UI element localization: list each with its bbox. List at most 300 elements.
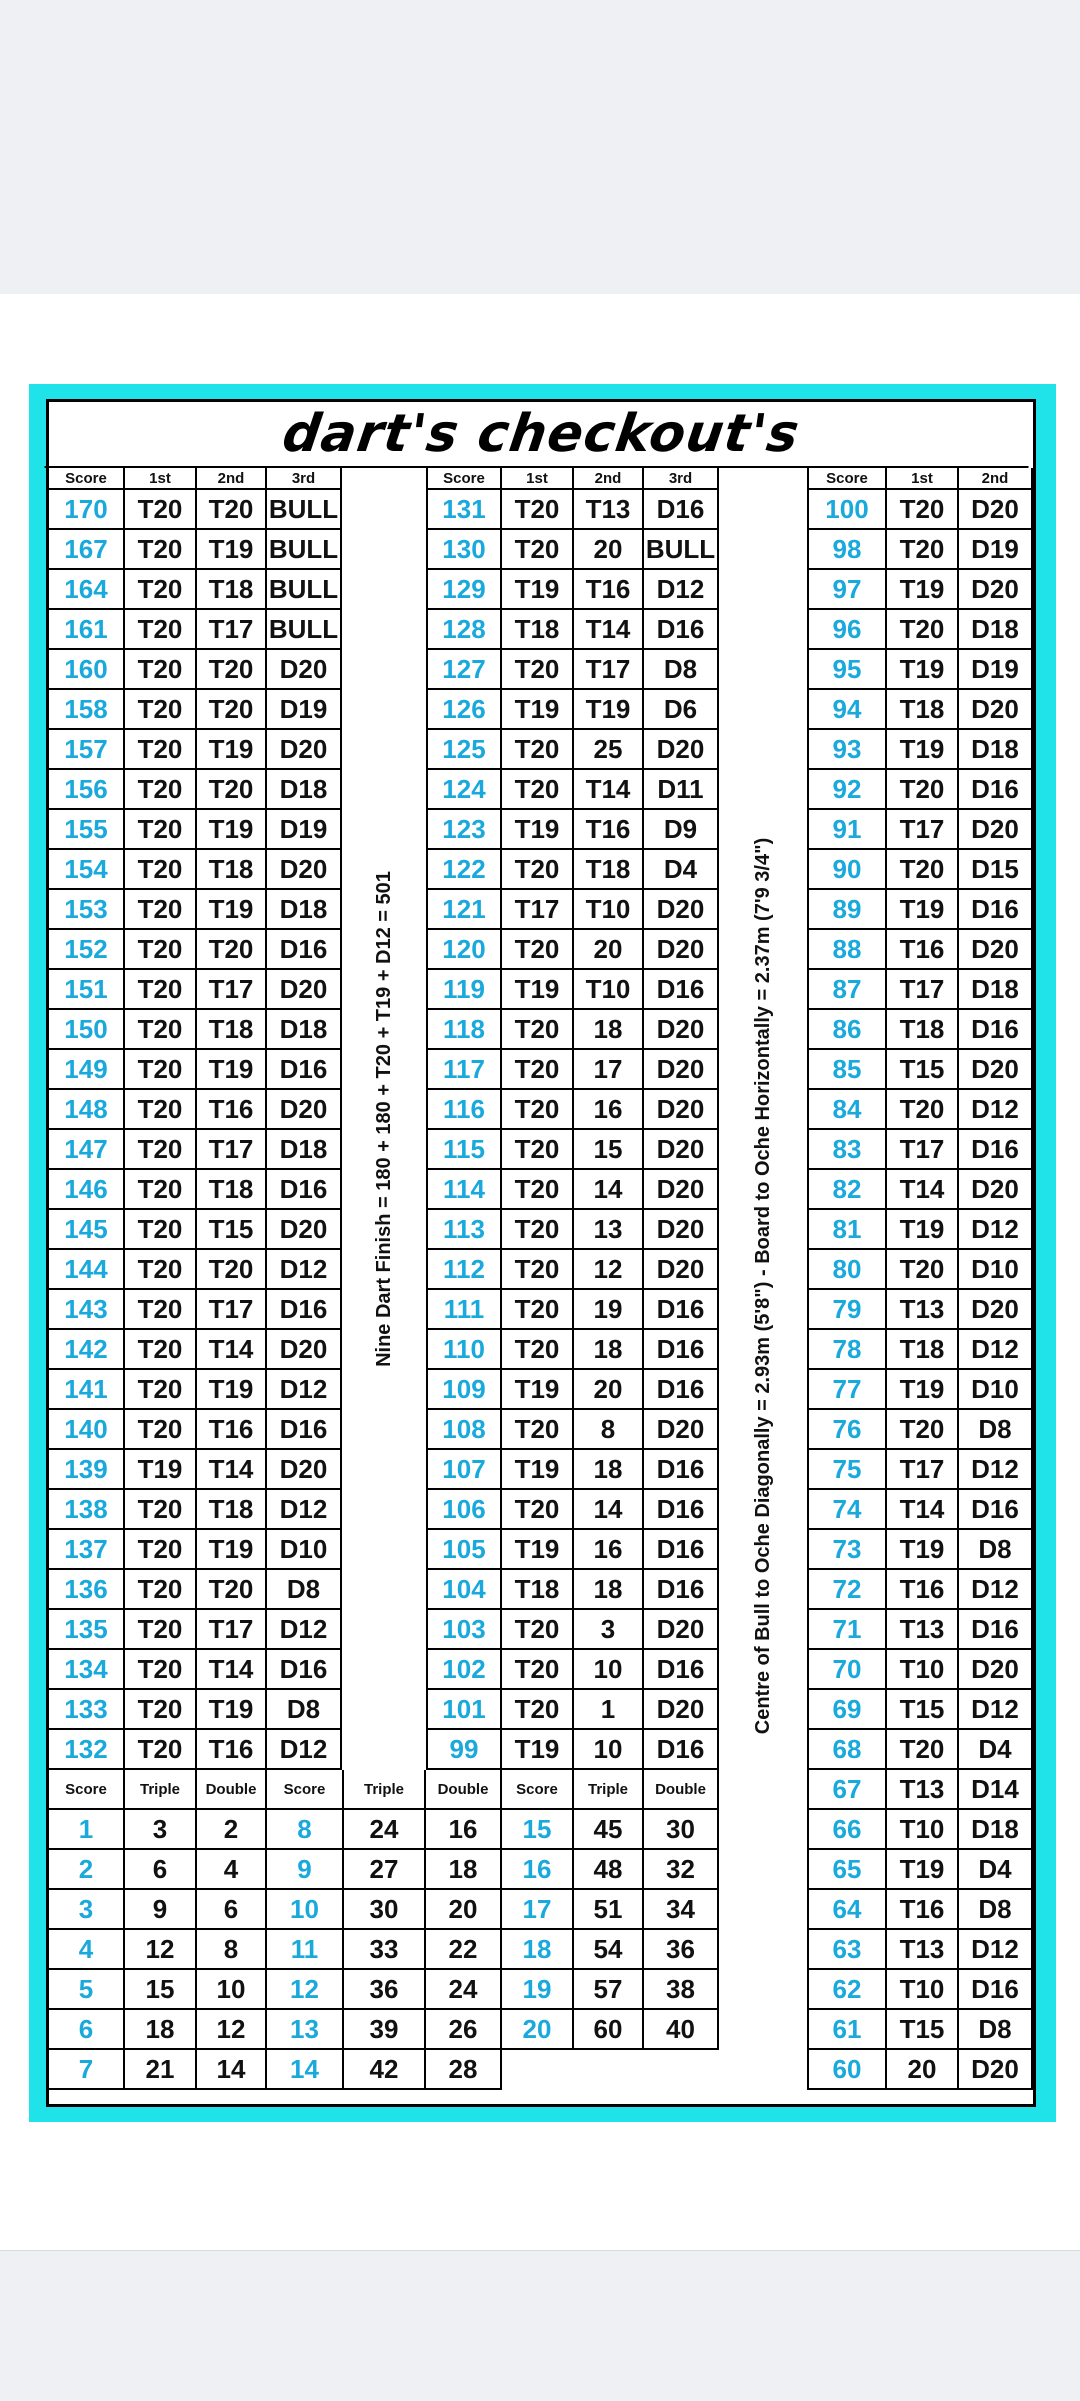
checkout-first-cell: T19 xyxy=(887,890,959,930)
checkout-second-cell: D20 xyxy=(959,1170,1033,1210)
checkout-first-cell: T20 xyxy=(125,810,197,850)
checkout-first-cell: T20 xyxy=(502,1690,574,1730)
checkout-score-cell: 91 xyxy=(807,810,887,850)
checkout-first-cell: T19 xyxy=(502,1450,574,1490)
checkout-second-cell: D20 xyxy=(959,1650,1033,1690)
checkout-score-cell: 138 xyxy=(49,1490,125,1530)
checkout-second-cell: 14 xyxy=(574,1490,644,1530)
header-score: Score xyxy=(426,468,502,490)
checkout-score-cell: 105 xyxy=(426,1530,502,1570)
checkout-score-cell: 92 xyxy=(807,770,887,810)
checkout-first-cell: T20 xyxy=(502,530,574,570)
checkout-second-cell: 16 xyxy=(574,1090,644,1130)
checkout-third-cell: D16 xyxy=(644,1450,719,1490)
checkout-score-cell: 125 xyxy=(426,730,502,770)
checkout-first-cell: T19 xyxy=(887,650,959,690)
multiplier-score-cell: 9 xyxy=(267,1850,344,1890)
checkout-second-cell: 19 xyxy=(574,1290,644,1330)
checkout-score-cell: 94 xyxy=(807,690,887,730)
checkout-score-cell: 151 xyxy=(49,970,125,1010)
checkout-score-cell: 132 xyxy=(49,1730,125,1770)
checkout-first-cell: T19 xyxy=(502,1370,574,1410)
multiplier-score-cell: 18 xyxy=(502,1930,574,1970)
checkout-third-cell: D16 xyxy=(267,1650,342,1690)
checkout-second-cell: D12 xyxy=(959,1690,1033,1730)
double-value-cell: 8 xyxy=(197,1930,267,1970)
checkout-first-cell: T16 xyxy=(887,930,959,970)
checkout-first-cell: T20 xyxy=(887,770,959,810)
checkout-score-cell: 123 xyxy=(426,810,502,850)
checkout-first-cell: T20 xyxy=(125,650,197,690)
double-value-cell: 12 xyxy=(197,2010,267,2050)
checkout-first-cell: T20 xyxy=(125,1530,197,1570)
checkout-first-cell: T20 xyxy=(502,770,574,810)
checkout-third-cell: D20 xyxy=(644,930,719,970)
checkout-score-cell: 134 xyxy=(49,1650,125,1690)
checkout-second-cell: D10 xyxy=(959,1370,1033,1410)
checkout-first-cell: T20 xyxy=(125,1210,197,1250)
checkout-score-cell: 110 xyxy=(426,1330,502,1370)
checkout-third-cell: D16 xyxy=(267,1170,342,1210)
checkout-third-cell: D9 xyxy=(644,810,719,850)
double-value-cell: 4 xyxy=(197,1850,267,1890)
checkout-second-cell: T10 xyxy=(574,890,644,930)
checkout-first-cell: T20 xyxy=(502,490,574,530)
checkout-second-cell: D12 xyxy=(959,1090,1033,1130)
checkout-first-cell: T13 xyxy=(887,1930,959,1970)
checkout-third-cell: D19 xyxy=(267,810,342,850)
triple-value-cell: 48 xyxy=(574,1850,644,1890)
checkout-first-cell: T20 xyxy=(887,1250,959,1290)
multiplier-score-cell: 14 xyxy=(267,2050,344,2090)
checkout-score-cell: 79 xyxy=(807,1290,887,1330)
checkout-second-cell: D16 xyxy=(959,1010,1033,1050)
checkout-third-cell: D18 xyxy=(267,1010,342,1050)
checkout-first-cell: T20 xyxy=(125,970,197,1010)
checkout-score-cell: 137 xyxy=(49,1530,125,1570)
double-value-cell: 32 xyxy=(644,1850,719,1890)
multiplier-score-cell: 10 xyxy=(267,1890,344,1930)
checkout-second-cell: D20 xyxy=(959,490,1033,530)
checkout-first-cell: T19 xyxy=(887,730,959,770)
multiplier-score-cell: 19 xyxy=(502,1970,574,2010)
checkout-third-cell: D19 xyxy=(267,690,342,730)
checkout-score-cell: 119 xyxy=(426,970,502,1010)
checkout-first-cell: T20 xyxy=(125,570,197,610)
checkout-second-cell: D19 xyxy=(959,650,1033,690)
header-score: Score xyxy=(807,468,887,490)
checkout-second-cell: D16 xyxy=(959,770,1033,810)
checkout-second-cell: T17 xyxy=(197,610,267,650)
double-value-cell: 40 xyxy=(644,2010,719,2050)
checkout-third-cell: D16 xyxy=(267,1290,342,1330)
header-double: Double xyxy=(426,1770,502,1810)
checkout-second-cell: D8 xyxy=(959,1530,1033,1570)
header-score: Score xyxy=(49,1770,125,1810)
checkout-third-cell: D16 xyxy=(644,610,719,650)
checkout-score-cell: 141 xyxy=(49,1370,125,1410)
checkout-score-cell: 85 xyxy=(807,1050,887,1090)
multiplier-score-cell: 8 xyxy=(267,1810,344,1850)
checkout-second-cell: 14 xyxy=(574,1170,644,1210)
checkout-score-cell: 155 xyxy=(49,810,125,850)
checkout-second-cell: T18 xyxy=(574,850,644,890)
checkout-second-cell: T18 xyxy=(197,570,267,610)
checkout-second-cell: 16 xyxy=(574,1530,644,1570)
checkout-score-cell: 143 xyxy=(49,1290,125,1330)
checkout-second-cell: T18 xyxy=(197,1010,267,1050)
checkout-second-cell: D18 xyxy=(959,610,1033,650)
checkout-score-cell: 72 xyxy=(807,1570,887,1610)
checkout-first-cell: T20 xyxy=(502,1290,574,1330)
checkout-second-cell: T19 xyxy=(197,890,267,930)
multiplier-score-cell: 6 xyxy=(49,2010,125,2050)
checkout-score-cell: 167 xyxy=(49,530,125,570)
double-value-cell: 24 xyxy=(426,1970,502,2010)
header-1st: 1st xyxy=(502,468,574,490)
checkout-first-cell: T20 xyxy=(502,930,574,970)
checkout-second-cell: T17 xyxy=(574,650,644,690)
checkout-third-cell: D20 xyxy=(644,1090,719,1130)
checkout-score-cell: 102 xyxy=(426,1650,502,1690)
triple-value-cell: 6 xyxy=(125,1850,197,1890)
triple-value-cell: 39 xyxy=(344,2010,426,2050)
checkout-first-cell: T20 xyxy=(125,890,197,930)
checkout-third-cell: D16 xyxy=(267,1050,342,1090)
checkout-first-cell: T18 xyxy=(887,1330,959,1370)
checkout-score-cell: 73 xyxy=(807,1530,887,1570)
double-value-cell: 16 xyxy=(426,1810,502,1850)
checkout-third-cell: D20 xyxy=(644,1130,719,1170)
checkout-third-cell: D16 xyxy=(644,1290,719,1330)
checkout-score-cell: 164 xyxy=(49,570,125,610)
checkout-first-cell: T10 xyxy=(887,1810,959,1850)
checkout-second-cell: 18 xyxy=(574,1330,644,1370)
triple-value-cell: 24 xyxy=(344,1810,426,1850)
checkout-third-cell: D11 xyxy=(644,770,719,810)
checkout-second-cell: D20 xyxy=(959,810,1033,850)
checkout-second-cell: T18 xyxy=(197,1490,267,1530)
checkout-second-cell: 20 xyxy=(574,530,644,570)
checkout-score-cell: 70 xyxy=(807,1650,887,1690)
header-3rd: 3rd xyxy=(644,468,719,490)
checkout-second-cell: T16 xyxy=(197,1410,267,1450)
multiplier-score-cell: 11 xyxy=(267,1930,344,1970)
checkout-first-cell: T20 xyxy=(125,1490,197,1530)
checkout-first-cell: T20 xyxy=(887,1730,959,1770)
checkout-first-cell: T19 xyxy=(887,1850,959,1890)
checkout-second-cell: T16 xyxy=(574,810,644,850)
checkout-first-cell: T19 xyxy=(887,1530,959,1570)
checkout-score-cell: 118 xyxy=(426,1010,502,1050)
checkout-second-cell: D16 xyxy=(959,1970,1033,2010)
checkout-score-cell: 109 xyxy=(426,1370,502,1410)
checkout-first-cell: T20 xyxy=(125,1690,197,1730)
checkout-third-cell: D20 xyxy=(644,1690,719,1730)
checkout-third-cell: D8 xyxy=(267,1690,342,1730)
chart-title: dart's checkout's xyxy=(44,402,1037,468)
checkout-third-cell: D12 xyxy=(267,1370,342,1410)
checkout-score-cell: 117 xyxy=(426,1050,502,1090)
checkout-score-cell: 78 xyxy=(807,1330,887,1370)
header-1st: 1st xyxy=(125,468,197,490)
checkout-second-cell: T14 xyxy=(574,610,644,650)
checkout-score-cell: 89 xyxy=(807,890,887,930)
checkout-first-cell: T20 xyxy=(887,850,959,890)
checkout-third-cell: D10 xyxy=(267,1530,342,1570)
checkout-score-cell: 128 xyxy=(426,610,502,650)
checkout-first-cell: T19 xyxy=(125,1450,197,1490)
checkout-score-cell: 80 xyxy=(807,1250,887,1290)
checkout-score-cell: 64 xyxy=(807,1890,887,1930)
triple-value-cell: 54 xyxy=(574,1930,644,1970)
checkout-second-cell: 13 xyxy=(574,1210,644,1250)
checkout-second-cell: D20 xyxy=(959,1290,1033,1330)
checkout-first-cell: T19 xyxy=(887,1370,959,1410)
checkout-score-cell: 61 xyxy=(807,2010,887,2050)
checkout-second-cell: T17 xyxy=(197,970,267,1010)
double-value-cell: 22 xyxy=(426,1930,502,1970)
checkout-second-cell: T20 xyxy=(197,1570,267,1610)
checkout-score-cell: 93 xyxy=(807,730,887,770)
checkout-score-cell: 62 xyxy=(807,1970,887,2010)
checkout-first-cell: T15 xyxy=(887,2010,959,2050)
checkout-second-cell: T16 xyxy=(197,1730,267,1770)
checkout-third-cell: D12 xyxy=(267,1730,342,1770)
checkout-first-cell: T17 xyxy=(887,810,959,850)
checkout-second-cell: 10 xyxy=(574,1650,644,1690)
checkout-score-cell: 68 xyxy=(807,1730,887,1770)
checkout-third-cell: D8 xyxy=(644,650,719,690)
checkout-first-cell: T20 xyxy=(125,490,197,530)
checkout-third-cell: D18 xyxy=(267,1130,342,1170)
checkout-second-cell: T20 xyxy=(197,490,267,530)
checkout-score-cell: 157 xyxy=(49,730,125,770)
checkout-third-cell: D20 xyxy=(644,1610,719,1650)
header-score: Score xyxy=(49,468,125,490)
triple-value-cell: 60 xyxy=(574,2010,644,2050)
checkout-score-cell: 82 xyxy=(807,1170,887,1210)
checkout-score-cell: 103 xyxy=(426,1610,502,1650)
checkout-first-cell: T19 xyxy=(887,1210,959,1250)
checkout-score-cell: 170 xyxy=(49,490,125,530)
header-score: Score xyxy=(502,1770,574,1810)
checkout-score-cell: 130 xyxy=(426,530,502,570)
checkout-score-cell: 116 xyxy=(426,1090,502,1130)
multiplier-score-cell: 17 xyxy=(502,1890,574,1930)
triple-value-cell: 33 xyxy=(344,1930,426,1970)
checkout-first-cell: T18 xyxy=(502,1570,574,1610)
checkout-third-cell: D20 xyxy=(267,650,342,690)
checkout-third-cell: BULL xyxy=(644,530,719,570)
multiplier-score-cell: 3 xyxy=(49,1890,125,1930)
checkout-second-cell: D8 xyxy=(959,1410,1033,1450)
checkout-second-cell: D20 xyxy=(959,690,1033,730)
double-value-cell: 26 xyxy=(426,2010,502,2050)
checkout-score-cell: 99 xyxy=(426,1730,502,1770)
checkout-score-cell: 154 xyxy=(49,850,125,890)
checkout-second-cell: 20 xyxy=(574,1370,644,1410)
checkout-third-cell: D16 xyxy=(644,1530,719,1570)
checkout-score-cell: 101 xyxy=(426,1690,502,1730)
checkout-first-cell: T20 xyxy=(125,850,197,890)
checkout-first-cell: T20 xyxy=(125,1170,197,1210)
multiplier-score-cell: 5 xyxy=(49,1970,125,2010)
checkout-score-cell: 114 xyxy=(426,1170,502,1210)
checkout-third-cell: D16 xyxy=(644,490,719,530)
checkout-second-cell: D12 xyxy=(959,1450,1033,1490)
checkout-second-cell: D18 xyxy=(959,1810,1033,1850)
checkout-score-cell: 139 xyxy=(49,1450,125,1490)
triple-value-cell: 36 xyxy=(344,1970,426,2010)
checkout-first-cell: T20 xyxy=(125,1410,197,1450)
checkout-second-cell: D12 xyxy=(959,1570,1033,1610)
oche-distance-note: Centre of Bull to Oche Diagonally = 2.93m (5'8") - Board to Oche Horizontally = 2.37m (7'9 3/4") xyxy=(751,837,774,1735)
checkout-first-cell: T20 xyxy=(125,610,197,650)
checkout-third-cell: D12 xyxy=(644,570,719,610)
checkout-second-cell: T20 xyxy=(197,690,267,730)
checkout-second-cell: T10 xyxy=(574,970,644,1010)
double-value-cell: 2 xyxy=(197,1810,267,1850)
checkout-first-cell: T18 xyxy=(887,1010,959,1050)
checkout-second-cell: T19 xyxy=(574,690,644,730)
checkout-second-cell: T17 xyxy=(197,1610,267,1650)
checkout-second-cell: T14 xyxy=(197,1330,267,1370)
triple-value-cell: 30 xyxy=(344,1890,426,1930)
checkout-first-cell: T20 xyxy=(125,530,197,570)
header-double: Double xyxy=(197,1770,267,1810)
checkout-second-cell: D18 xyxy=(959,730,1033,770)
checkout-third-cell: D16 xyxy=(644,1330,719,1370)
checkout-first-cell: T20 xyxy=(502,850,574,890)
checkout-third-cell: D16 xyxy=(644,1490,719,1530)
checkout-first-cell: T20 xyxy=(502,1330,574,1370)
checkout-second-cell: T18 xyxy=(197,850,267,890)
checkout-first-cell: T20 xyxy=(502,1210,574,1250)
checkout-first-cell: T20 xyxy=(125,1130,197,1170)
checkout-score-cell: 65 xyxy=(807,1850,887,1890)
checkout-score-cell: 149 xyxy=(49,1050,125,1090)
checkout-third-cell: D20 xyxy=(644,1250,719,1290)
checkout-third-cell: BULL xyxy=(267,490,342,530)
checkout-score-cell: 71 xyxy=(807,1610,887,1650)
checkout-third-cell: D20 xyxy=(267,1210,342,1250)
double-value-cell: 10 xyxy=(197,1970,267,2010)
checkout-first-cell: T10 xyxy=(887,1650,959,1690)
checkout-score-cell: 86 xyxy=(807,1010,887,1050)
multiplier-score-cell: 2 xyxy=(49,1850,125,1890)
checkout-score-cell: 107 xyxy=(426,1450,502,1490)
checkout-third-cell: D20 xyxy=(267,1090,342,1130)
multiplier-score-cell: 16 xyxy=(502,1850,574,1890)
checkout-score-cell: 84 xyxy=(807,1090,887,1130)
checkout-first-cell: T20 xyxy=(502,1610,574,1650)
checkout-second-cell: D16 xyxy=(959,890,1033,930)
checkout-second-cell: 20 xyxy=(574,930,644,970)
checkout-score-cell: 115 xyxy=(426,1130,502,1170)
checkout-score-cell: 97 xyxy=(807,570,887,610)
checkout-score-cell: 121 xyxy=(426,890,502,930)
triple-value-cell: 3 xyxy=(125,1810,197,1850)
checkout-third-cell: D16 xyxy=(644,1570,719,1610)
checkout-score-cell: 144 xyxy=(49,1250,125,1290)
checkout-score-cell: 145 xyxy=(49,1210,125,1250)
multiplier-score-cell: 13 xyxy=(267,2010,344,2050)
checkout-second-cell: D20 xyxy=(959,930,1033,970)
checkout-second-cell: D18 xyxy=(959,970,1033,1010)
checkout-score-cell: 122 xyxy=(426,850,502,890)
checkout-second-cell: D14 xyxy=(959,1770,1033,1810)
checkout-third-cell: D16 xyxy=(644,1730,719,1770)
header-3rd: 3rd xyxy=(267,468,342,490)
checkout-score-cell: 75 xyxy=(807,1450,887,1490)
triple-value-cell: 57 xyxy=(574,1970,644,2010)
checkout-first-cell: T13 xyxy=(887,1290,959,1330)
checkout-third-cell: D16 xyxy=(644,1650,719,1690)
checkout-second-cell: T19 xyxy=(197,1690,267,1730)
checkout-score-cell: 87 xyxy=(807,970,887,1010)
checkout-score-cell: 152 xyxy=(49,930,125,970)
checkout-second-cell: D20 xyxy=(959,570,1033,610)
checkout-second-cell: T15 xyxy=(197,1210,267,1250)
checkout-second-cell: D15 xyxy=(959,850,1033,890)
checkout-score-cell: 66 xyxy=(807,1810,887,1850)
checkout-first-cell: T20 xyxy=(125,730,197,770)
checkout-second-cell: T16 xyxy=(574,570,644,610)
checkout-second-cell: D16 xyxy=(959,1130,1033,1170)
checkout-score-cell: 131 xyxy=(426,490,502,530)
checkout-second-cell: 10 xyxy=(574,1730,644,1770)
header-triple: Triple xyxy=(344,1770,426,1810)
checkout-score-cell: 112 xyxy=(426,1250,502,1290)
checkout-first-cell: T20 xyxy=(502,1650,574,1690)
checkout-second-cell: T14 xyxy=(197,1450,267,1490)
checkout-first-cell: T18 xyxy=(887,690,959,730)
checkout-second-cell: T20 xyxy=(197,930,267,970)
checkout-second-cell: T20 xyxy=(197,1250,267,1290)
checkout-first-cell: T20 xyxy=(502,1170,574,1210)
checkout-third-cell: D16 xyxy=(644,1370,719,1410)
checkout-third-cell: D20 xyxy=(267,970,342,1010)
checkout-first-cell: T17 xyxy=(887,1450,959,1490)
checkout-first-cell: 20 xyxy=(887,2050,959,2090)
checkout-first-cell: T16 xyxy=(887,1890,959,1930)
checkout-third-cell: D4 xyxy=(644,850,719,890)
checkout-second-cell: 15 xyxy=(574,1130,644,1170)
multiplier-score-cell: 15 xyxy=(502,1810,574,1850)
checkout-second-cell: D19 xyxy=(959,530,1033,570)
checkout-first-cell: T16 xyxy=(887,1570,959,1610)
checkout-first-cell: T20 xyxy=(125,1050,197,1090)
checkout-second-cell: D4 xyxy=(959,1850,1033,1890)
checkout-second-cell: T17 xyxy=(197,1290,267,1330)
checkout-third-cell: D8 xyxy=(267,1570,342,1610)
checkout-second-cell: T17 xyxy=(197,1130,267,1170)
checkout-first-cell: T20 xyxy=(125,1570,197,1610)
checkout-second-cell: T20 xyxy=(197,650,267,690)
checkout-second-cell: 8 xyxy=(574,1410,644,1450)
checkout-first-cell: T20 xyxy=(125,1010,197,1050)
checkout-first-cell: T20 xyxy=(502,730,574,770)
checkout-score-cell: 120 xyxy=(426,930,502,970)
checkout-second-cell: T19 xyxy=(197,1050,267,1090)
checkout-first-cell: T20 xyxy=(125,770,197,810)
checkout-score-cell: 127 xyxy=(426,650,502,690)
checkout-third-cell: D16 xyxy=(267,930,342,970)
header-2nd: 2nd xyxy=(197,468,267,490)
checkout-score-cell: 148 xyxy=(49,1090,125,1130)
checkout-third-cell: D20 xyxy=(644,1050,719,1090)
